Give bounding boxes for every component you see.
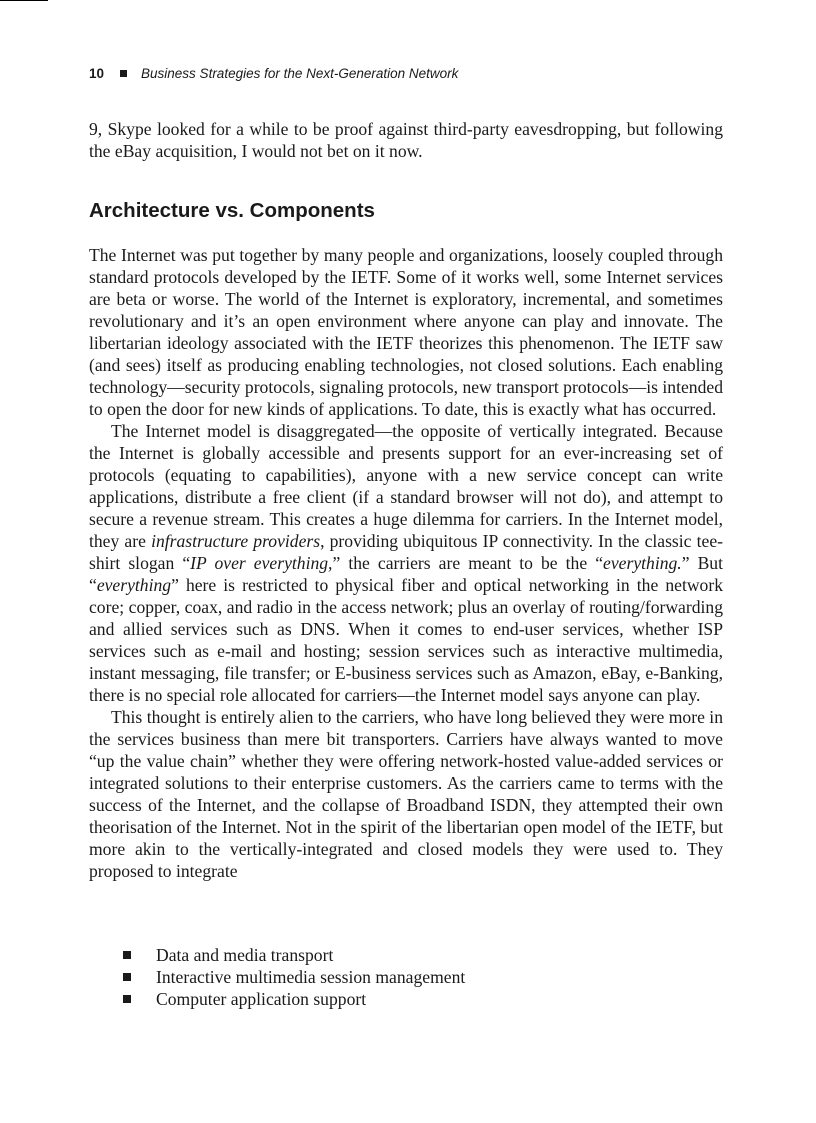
bullet-list (89, 944, 465, 1010)
section-body (89, 244, 723, 882)
list-item-text: Data and media transport (156, 945, 334, 965)
page-header (89, 66, 458, 81)
bullet-square-icon (123, 995, 131, 1003)
list-item-text: Interactive multimedia session management (156, 967, 466, 987)
list-item (89, 966, 465, 988)
bullet-square-icon (123, 973, 131, 981)
intro-paragraph (89, 118, 723, 162)
paragraph-1: The Internet was put together by many people and organizations, loosely coupled through standard protocols developed by the IETF. Some of it works well, some Internet services are beta or worse. The world of the Internet is exploratory, incremental, and sometimes revolutionary and it’s an open environment where anyone can play and innovate. The libertarian ideology associated with the IETF theorizes this phenomenon. The IETF saw (and sees) itself as producing enabling technologies, not closed solutions. Each enabling technology—security protocols, signaling protocols, new transport protocols—is intended to open the door for new kinds of applications. To date, this is exactly what has occurred. (89, 245, 723, 419)
paragraph-2-text-a: The Internet model is disaggregated—the opposite of vertically integrated. Because the Internet is globally accessible and presents support for an ever-increasing set of protocols (equating to capabilities), anyone with a new service concept can write applications, distribute a free client (if a standard browser will not do), and attempt to secure a revenue stream. This creates a huge dilemma for carriers. In the Internet model, they are (89, 421, 723, 551)
emphasis-everything-2: everything (96, 575, 172, 595)
page-number: 10 (89, 66, 105, 81)
list-item (89, 988, 465, 1010)
intro-text: 9, Skype looked for a while to be proof against third-party eavesdropping, but following the eBay acquisition, I would not bet on it now. (89, 119, 723, 161)
corner-rule (0, 0, 48, 1)
emphasis-ip-over-everything: IP over everything, (190, 553, 333, 573)
paragraph-2-text-b: , providing ubiquitous IP connectivity. In the classic tee-shirt slogan “ (89, 531, 723, 573)
list-item-text: Computer application support (156, 989, 367, 1009)
paragraph-3: This thought is entirely alien to the carriers, who have long believed they were more in the services business than mere bit transporters. Carriers have always wanted to move “up the value chain” whether they were offering network-hosted value-added services or integrated solutions to their enterprise customers. As the carriers came to terms with the success of the Internet, and the collapse of Broadband ISDN, they attempted their own theorisation of the Internet. Not in the spirit of the libertarian open model of the IETF, but more akin to the vertically-integrated and closed models they were used to. They proposed to integrate (89, 707, 723, 881)
bullet-square-icon (123, 951, 131, 959)
paragraph-2-text-c: ” the carriers are meant to be the “ (332, 553, 604, 573)
list-item (89, 944, 465, 966)
emphasis-everything-1: everything. (603, 553, 682, 573)
section-heading: Architecture vs. Components (89, 199, 375, 222)
emphasis-infrastructure-providers: infrastructure providers (151, 531, 321, 551)
paragraph-2 (89, 420, 723, 706)
header-square-icon (120, 70, 127, 77)
paragraph-2-text-d: ” But “ (89, 553, 723, 595)
paragraph-2-text-e: ” here is restricted to physical fiber and optical networking in the network core; copper, coax, and radio in the access network; plus an overlay of routing/forwarding and allied services such as DNS. When it comes to end-user services, whether ISP services such as e-mail and hosting; session services such as interactive multimedia, instant messaging, file transfer; or E-business services such as Amazon, eBay, e-Banking, there is no special role allocated for carriers—the Internet model says anyone can play. (89, 575, 723, 705)
running-title: Business Strategies for the Next-Generation Network (141, 66, 459, 81)
